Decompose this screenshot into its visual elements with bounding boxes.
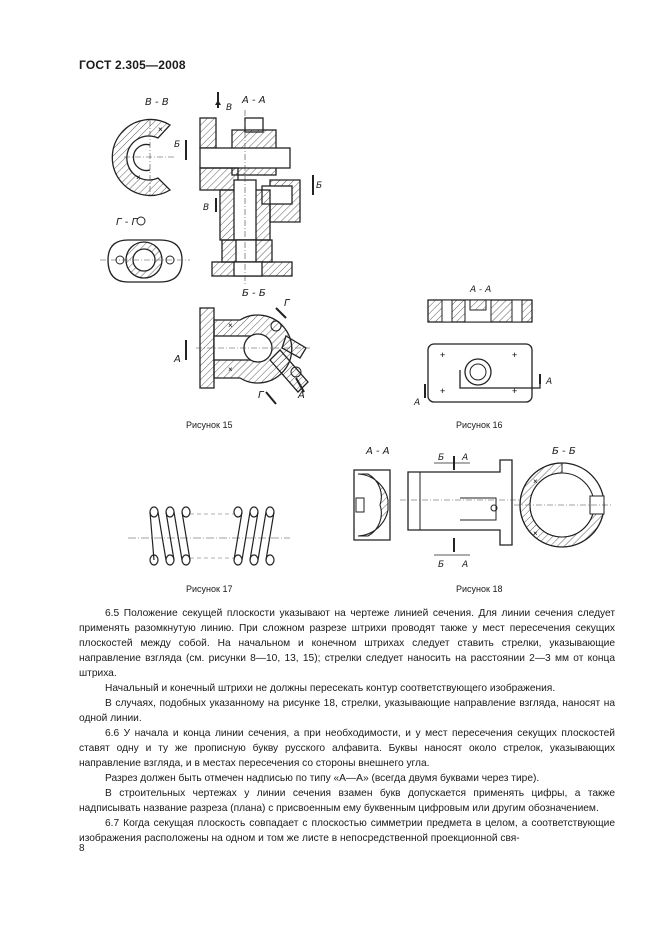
fig15-section-gg bbox=[100, 240, 190, 282]
fig15-label-bb: Б - Б bbox=[242, 288, 266, 299]
paragraph: В случаях, подобных указанному на рисунке 18, стрелки, указывающие направление взгляда, наносят на одной линии. bbox=[79, 698, 615, 724]
fig18-letter-top-a: А bbox=[462, 453, 469, 463]
fig16-letter-a-left: А bbox=[414, 398, 421, 408]
body-text bbox=[79, 606, 615, 846]
fig15-label-vv: В - В bbox=[145, 97, 169, 108]
fig15-letter-b-right: Б bbox=[316, 181, 323, 191]
page-number: 8 bbox=[79, 843, 85, 854]
svg-text:×: × bbox=[228, 365, 233, 374]
svg-text:×: × bbox=[136, 173, 141, 182]
fig15-letter-a-left: А bbox=[174, 354, 181, 365]
fig15-letter-b-left: Б bbox=[174, 140, 181, 150]
svg-text:×: × bbox=[533, 529, 538, 538]
fig18-letter-bottom-b: Б bbox=[438, 560, 445, 570]
figure-15-caption: Рисунок 15 bbox=[186, 420, 233, 430]
figure-17-caption: Рисунок 17 bbox=[186, 584, 233, 594]
figure-16-caption: Рисунок 16 bbox=[456, 420, 503, 430]
fig15-letter-v-bottom: В bbox=[203, 203, 210, 213]
figure-18 bbox=[354, 446, 612, 570]
paragraph: В строительных чертежах у линии сечения взамен букв допускается применять цифры, а также надписывать название разреза (плана) с присвоенным ему буквенным цифровым или другим обозначением. bbox=[79, 788, 615, 814]
svg-text:+: + bbox=[440, 350, 446, 360]
paragraph: Начальный и конечный штрихи не должны пересекать контур соответствующего изображения. bbox=[105, 683, 556, 694]
svg-text:×: × bbox=[158, 125, 163, 134]
svg-text:×: × bbox=[533, 477, 538, 486]
fig15-section-vv bbox=[112, 120, 176, 196]
paragraph: 6.5 Положение секущей плоскости указывают на чертеже линией сечения. Для линии сечения следует применять разомкнутую линию. При сложном разрезе штрихи проводят также у мест пересечения секущих плоскостей между собой. На начальном и конечном штрихах следует ставить стрелки, указывающие направление взгляда (см. рисунки 8—10, 13, 15); стрелки следует наносить на расстоянии 2—3 мм от конца штриха. bbox=[79, 608, 615, 679]
figure-15 bbox=[100, 92, 322, 404]
fig15-label-aa: А - А bbox=[242, 95, 266, 106]
svg-text:+: + bbox=[512, 386, 518, 396]
fig18-letter-bottom-a: А bbox=[462, 560, 469, 570]
fig15-letter-v-top: В bbox=[226, 103, 233, 113]
figure-18-caption: Рисунок 18 bbox=[456, 584, 503, 594]
fig16-label-aa: А - А bbox=[470, 285, 492, 295]
paragraph: 6.7 Когда секущая плоскость совпадает с плоскостью симметрии предмета в целом, а соответствующие изображения расположены на одном и том же листе в непосредственной проекционной свя- bbox=[79, 818, 615, 844]
document-header: ГОСТ 2.305—2008 bbox=[79, 58, 186, 72]
fig15-section-bb bbox=[173, 298, 310, 404]
svg-text:+: + bbox=[440, 386, 446, 396]
figure-16 bbox=[413, 285, 552, 408]
svg-text:×: × bbox=[228, 321, 233, 330]
fig15-letter-g-top: Г bbox=[284, 298, 290, 309]
figure-17 bbox=[128, 507, 290, 565]
paragraph: 6.6 У начала и конца линии сечения, а при необходимости, и у мест пересечения секущих плоскостей ставят одну и ту же прописную букву русского алфавита. Буквы наносят около стрелок, указывающих направление взгляда, и в местах пересечения со стороны внешнего угла. bbox=[79, 728, 615, 769]
fig15-letter-g-bottom: Г bbox=[258, 390, 264, 401]
fig15-label-gg: Г - Г bbox=[116, 217, 138, 228]
fig15-letter-a-right: А bbox=[298, 390, 305, 401]
fig16-letter-a-right: А bbox=[546, 377, 553, 387]
fig15-section-aa bbox=[174, 92, 322, 285]
fig18-label-bb: Б - Б bbox=[552, 446, 576, 457]
fig18-label-aa: А - А bbox=[366, 446, 390, 457]
svg-text:+: + bbox=[512, 350, 518, 360]
paragraph: Разрез должен быть отмечен надписью по типу «А—А» (всегда двумя буквами через тире). bbox=[105, 773, 540, 784]
fig18-letter-top-b: Б bbox=[438, 453, 445, 463]
